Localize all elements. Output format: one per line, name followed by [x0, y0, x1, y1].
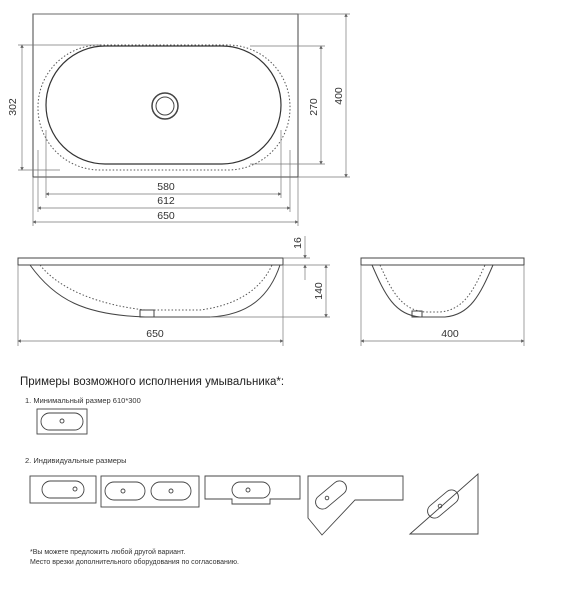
side-bowl	[30, 265, 280, 317]
footnote-line-2: Место врезки дополнительного оборудования по согласованию.	[30, 559, 239, 566]
side-drain	[140, 310, 154, 317]
variant-individual-5	[410, 474, 478, 534]
variant-minimum	[37, 409, 87, 434]
end-view	[361, 258, 524, 317]
dim-140-label: 140	[313, 282, 325, 300]
dim-270-label: 270	[308, 98, 320, 116]
bowl-inner	[46, 46, 281, 164]
dim-400-label: 400	[333, 87, 345, 105]
side-view	[18, 258, 283, 317]
dim-612-label: 612	[157, 195, 175, 207]
variant-individual-3	[205, 476, 300, 504]
dim-16-label: 16	[292, 237, 304, 249]
end-bowl	[372, 265, 493, 317]
variants-title: Примеры возможного исполнения умывальника*:	[20, 376, 285, 388]
side-slab	[18, 258, 283, 265]
dim-side-650-label: 650	[146, 328, 164, 340]
drain-inner	[156, 97, 174, 115]
variant-individual-label: 2. Индивидуальные размеры	[25, 456, 127, 465]
dim-302-label: 302	[7, 98, 19, 116]
footnote-line-1: *Вы можете предложить любой другой вариант.	[30, 549, 186, 556]
dim-580-label: 580	[157, 181, 175, 193]
end-slab	[361, 258, 524, 265]
variant-individual-1	[30, 476, 96, 503]
dim-end-400-label: 400	[441, 328, 459, 340]
bowl-outer-dotted	[38, 45, 290, 170]
variant-individual-4	[308, 476, 403, 535]
variant-minimum-label: 1. Минимальный размер 610*300	[25, 396, 141, 405]
end-bowl-dotted	[380, 265, 485, 312]
slab-outline	[33, 14, 298, 177]
dim-650-label: 650	[157, 210, 175, 222]
side-view-dimensions	[18, 236, 330, 346]
top-view	[33, 14, 298, 177]
variant-individual-2	[101, 476, 199, 507]
